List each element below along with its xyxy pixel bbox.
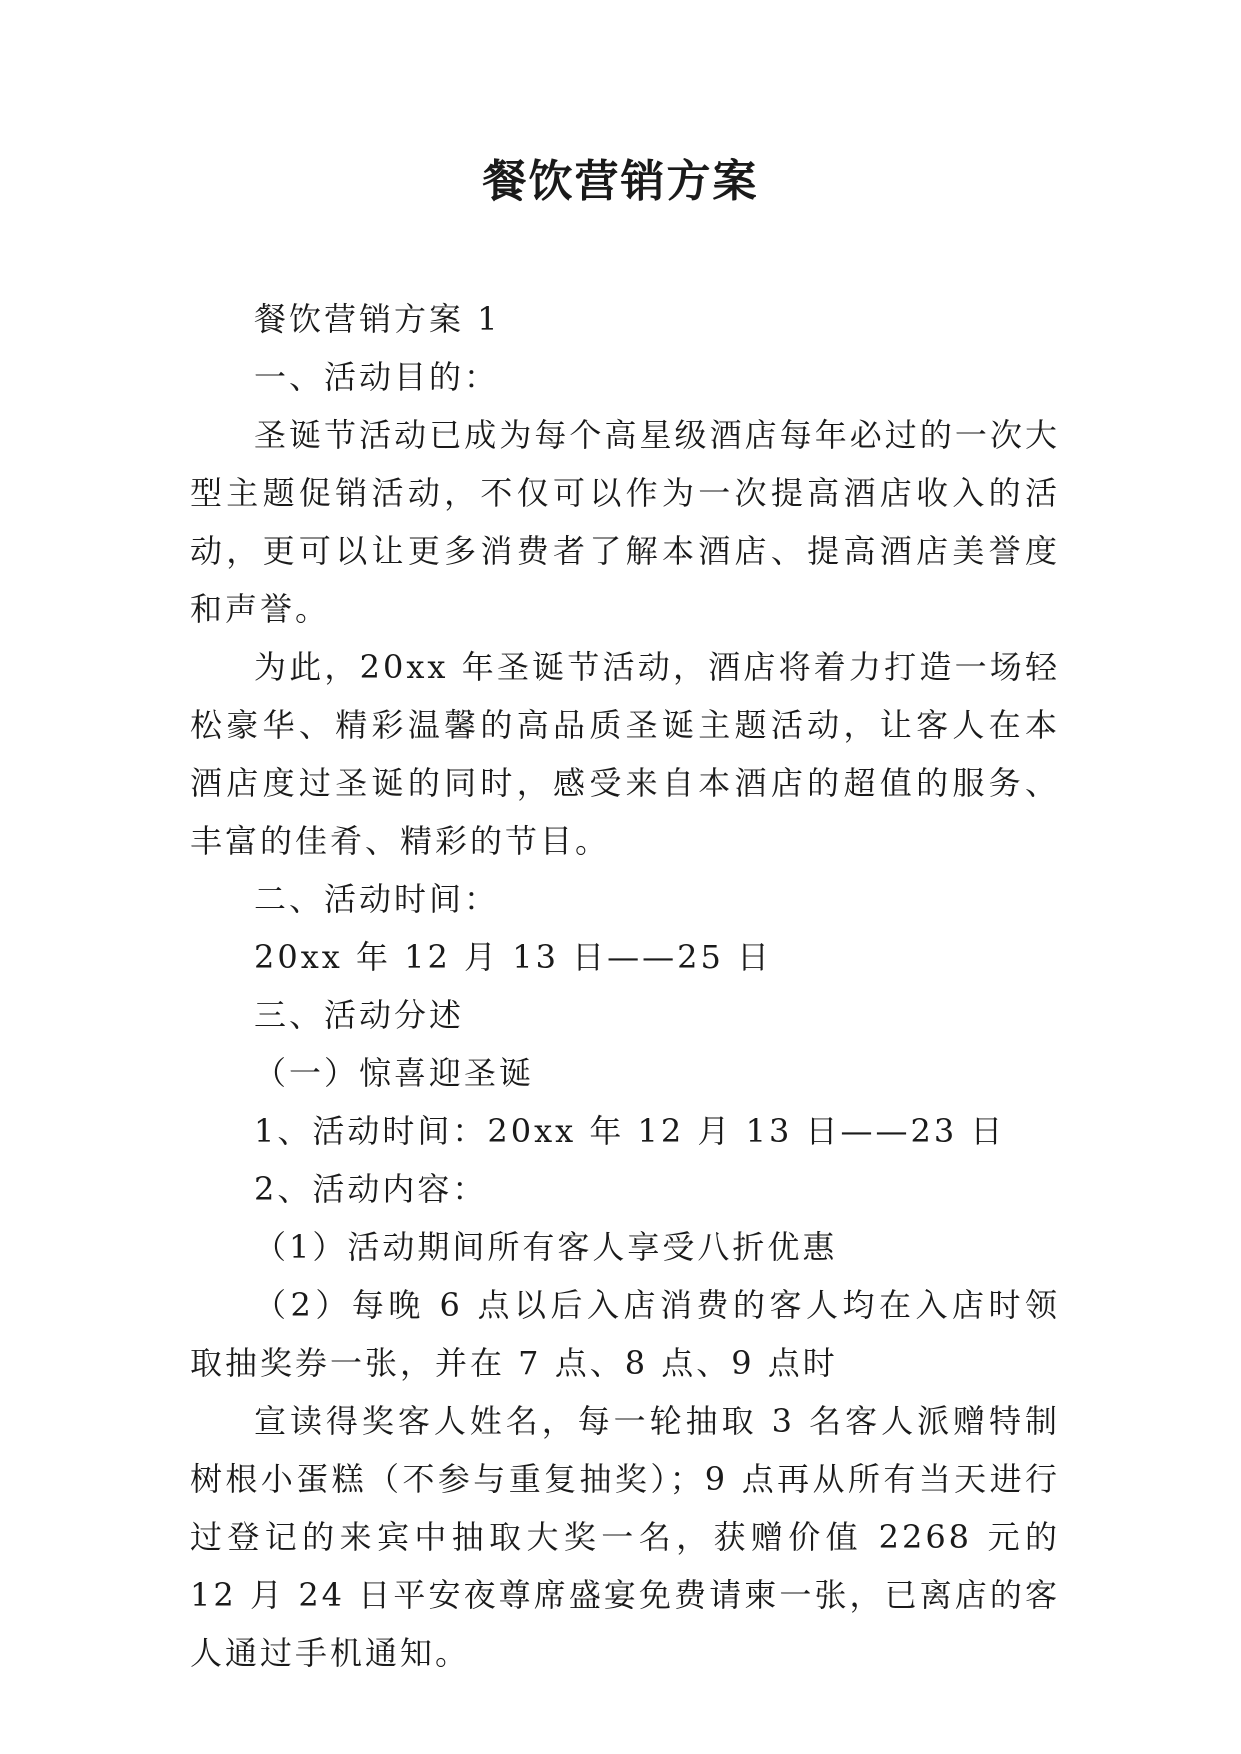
paragraph-subheading-surprise: （一）惊喜迎圣诞 — [254, 1054, 535, 1092]
paragraph-activity-time: 1、活动时间：20xx 年 12 月 13 日——23 日 — [254, 1112, 1006, 1150]
paragraph-item-2-continued: 宣读得奖客人姓名，每一轮抽取 3 名客人派赠特制树根小蛋糕（不参与重复抽奖）；9 点再从所有当天进行过登记的来宾中抽取大奖一名，获赠价值 2268 元的 12 月 24 日平安夜尊席盛宴免费请柬一张，已离店的客人通过手机通知。 — [190, 1402, 1060, 1672]
paragraph-section-heading: 餐饮营销方案 1 — [254, 300, 501, 338]
paragraph-purpose-1: 圣诞节活动已成为每个高星级酒店每年必过的一次大型主题促销活动，不仅可以作为一次提高酒店收入的活动，更可以让更多消费者了解本酒店、提高酒店美誉度和声誉。 — [190, 416, 1060, 628]
paragraph-heading-time: 二、活动时间： — [254, 880, 500, 918]
paragraph-heading-details: 三、活动分述 — [254, 996, 465, 1034]
paragraph-item-1: （1）活动期间所有客人享受八折优惠 — [254, 1228, 838, 1266]
paragraph-item-2: （2）每晚 6 点以后入店消费的客人均在入店时领取抽奖券一张，并在 7 点、8 点、9 点时 — [190, 1286, 1060, 1382]
paragraph-heading-purpose: 一、活动目的： — [254, 358, 500, 396]
document-body — [190, 290, 1060, 1682]
paragraph-time-range: 20xx 年 12 月 13 日——25 日 — [254, 938, 773, 976]
paragraph-activity-content: 2、活动内容： — [254, 1170, 488, 1208]
document-title: 餐饮营销方案 — [482, 156, 759, 207]
paragraph-purpose-2: 为此，20xx 年圣诞节活动，酒店将着力打造一场轻松豪华、精彩温馨的高品质圣诞主题活动，让客人在本酒店度过圣诞的同时，感受来自本酒店的超值的服务、丰富的佳肴、精彩的节目。 — [190, 648, 1060, 860]
